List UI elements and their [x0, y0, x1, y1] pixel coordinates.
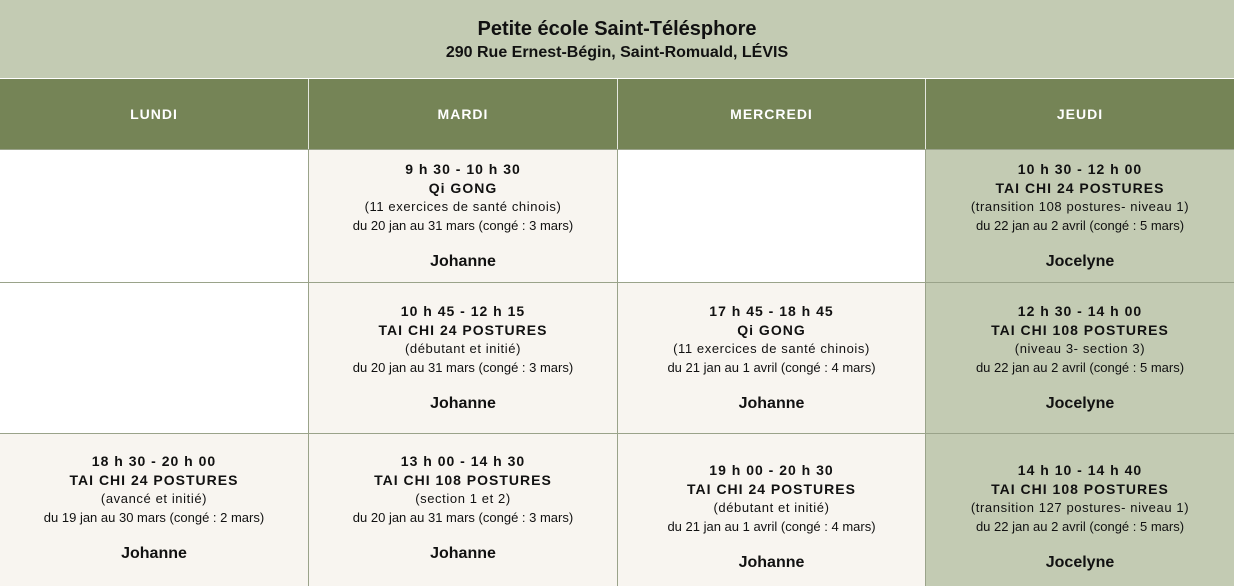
- class-teacher: Jocelyne: [1045, 253, 1115, 270]
- class-dates: du 22 jan au 2 avril (congé : 5 mars): [975, 360, 1185, 375]
- class-cell: [617, 434, 925, 586]
- class-name: Qi GONG: [428, 180, 498, 196]
- table-row: [0, 433, 1234, 586]
- class-teacher: Johanne: [738, 554, 805, 571]
- day-header-mardi: MARDI: [308, 79, 617, 149]
- class-time: 12 h 30 - 14 h 00: [1017, 303, 1143, 319]
- class-note: (débutant et initié): [713, 500, 830, 515]
- class-time: 18 h 30 - 20 h 00: [91, 453, 217, 469]
- class-cell: [617, 283, 925, 433]
- class-teacher: Johanne: [430, 395, 496, 412]
- class-time: 9 h 30 - 10 h 30: [405, 161, 521, 177]
- class-dates: du 21 jan au 1 avril (congé : 4 mars): [667, 519, 876, 534]
- class-note: (transition 127 postures- niveau 1): [970, 500, 1190, 515]
- class-note: (11 exercices de santé chinois): [364, 199, 562, 214]
- class-note: (débutant et initié): [404, 341, 522, 356]
- empty-cell: [617, 150, 925, 282]
- class-note: (niveau 3- section 3): [1014, 341, 1146, 356]
- day-header-lundi: LUNDI: [0, 79, 308, 149]
- class-teacher: Johanne: [430, 253, 496, 270]
- class-dates: du 20 jan au 31 mars (congé : 3 mars): [352, 510, 574, 525]
- day-header-mercredi: MERCREDI: [617, 79, 925, 149]
- class-time: 10 h 30 - 12 h 00: [1017, 161, 1143, 177]
- class-dates: du 21 jan au 1 avril (congé : 4 mars): [667, 360, 876, 375]
- class-name: TAI CHI 24 POSTURES: [995, 180, 1165, 196]
- class-dates: du 20 jan au 31 mars (congé : 3 mars): [352, 218, 574, 233]
- title-banner: [0, 0, 1234, 78]
- class-name: TAI CHI 108 POSTURES: [991, 322, 1169, 338]
- class-cell: [308, 434, 617, 586]
- class-time: 10 h 45 - 12 h 15: [400, 303, 526, 319]
- class-name: TAI CHI 24 POSTURES: [69, 472, 239, 488]
- class-note: (transition 108 postures- niveau 1): [970, 199, 1190, 214]
- class-note: (avancé et initié): [100, 491, 208, 506]
- empty-cell: [0, 283, 308, 433]
- schedule-table: [0, 78, 1234, 586]
- class-name: TAI CHI 24 POSTURES: [687, 481, 856, 497]
- school-address: 290 Rue Ernest-Bégin, Saint-Romuald, LÉVIS: [445, 44, 789, 61]
- class-name: TAI CHI 108 POSTURES: [991, 481, 1169, 497]
- class-dates: du 22 jan au 2 avril (congé : 5 mars): [975, 519, 1185, 534]
- class-dates: du 22 jan au 2 avril (congé : 5 mars): [975, 218, 1185, 233]
- class-dates: du 20 jan au 31 mars (congé : 3 mars): [352, 360, 574, 375]
- empty-cell: [0, 150, 308, 282]
- class-teacher: Jocelyne: [1045, 395, 1115, 412]
- class-cell: [308, 283, 617, 433]
- class-name: TAI CHI 24 POSTURES: [378, 322, 548, 338]
- day-header-jeudi: JEUDI: [925, 79, 1234, 149]
- class-cell: [925, 150, 1234, 282]
- class-time: 13 h 00 - 14 h 30: [400, 453, 526, 469]
- class-name: Qi GONG: [737, 322, 806, 338]
- class-dates: du 19 jan au 30 mars (congé : 2 mars): [43, 510, 265, 525]
- class-cell: [925, 434, 1234, 586]
- class-time: 19 h 00 - 20 h 30: [709, 462, 834, 478]
- class-note: (11 exercices de santé chinois): [673, 341, 870, 356]
- class-time: 14 h 10 - 14 h 40: [1017, 462, 1143, 478]
- class-name: TAI CHI 108 POSTURES: [374, 472, 552, 488]
- class-time: 17 h 45 - 18 h 45: [709, 303, 834, 319]
- class-cell: [925, 283, 1234, 433]
- class-note: (section 1 et 2): [415, 491, 511, 506]
- day-header-row: [0, 79, 1234, 149]
- class-teacher: Johanne: [430, 545, 496, 562]
- table-row: [0, 149, 1234, 282]
- class-teacher: Johanne: [738, 395, 805, 412]
- class-teacher: Johanne: [121, 545, 187, 562]
- school-name: Petite école Saint-Télésphore: [477, 18, 757, 40]
- table-row: [0, 282, 1234, 433]
- class-cell: [0, 434, 308, 586]
- class-cell: [308, 150, 617, 282]
- class-teacher: Jocelyne: [1045, 554, 1115, 571]
